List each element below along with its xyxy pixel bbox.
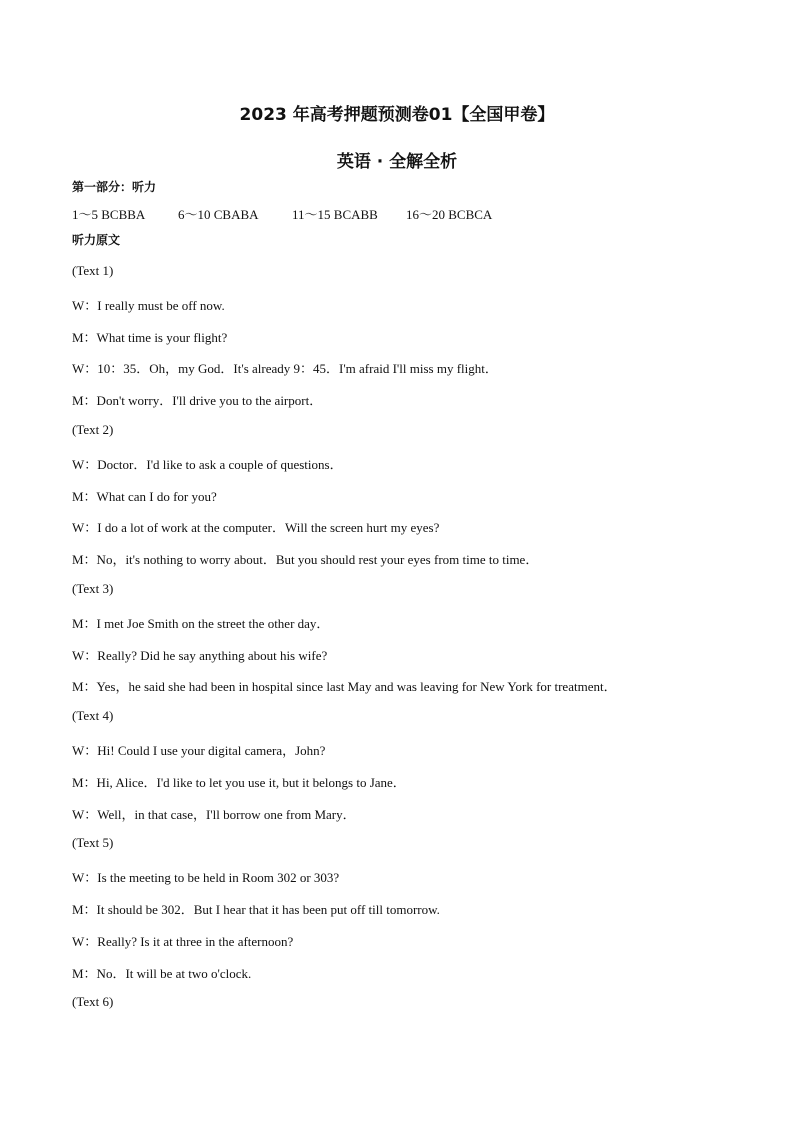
document-subtitle: 英语 · 全解全析 [336, 152, 458, 172]
transcript-line: M：What can I do for you? [72, 489, 217, 504]
transcript-line: W：Really? Is it at three in the afternoon? [72, 934, 294, 949]
transcript-line: W：Hi! Could I use your digital camera，John? [72, 743, 326, 758]
transcript-line: M：Yes，he said she had been in hospital since last May and was leaving for New York for treatment． [72, 679, 617, 694]
transcript-line: W：I really must be off now. [72, 298, 225, 313]
transcript-line: W：10：35．Oh，my God．It's already 9：45．I'm afraid I'll miss my flight． [72, 361, 498, 376]
transcript-line: W：Is the meeting to be held in Room 302 or 303? [72, 870, 340, 885]
answer-group: 16～20 BCBCA [406, 207, 493, 222]
transcript-line: M：I met Joe Smith on the street the other day． [72, 616, 330, 631]
answer-group: 1～5 BCBBA [72, 207, 146, 222]
transcript-label: 听力原文 [72, 233, 121, 247]
answer-key [72, 204, 492, 223]
transcript-line: M：It should be 302．But I hear that it has been put off till tomorrow. [72, 902, 440, 917]
transcript-line: (Text 5) [72, 835, 114, 850]
transcript-line: (Text 2) [72, 422, 114, 437]
document-title: 2023 年高考押题预测卷01【全国甲卷】 [239, 105, 555, 125]
part-label: 第一部分：听力 [72, 180, 157, 194]
transcript-line: W：I do a lot of work at the computer．Will the screen hurt my eyes? [72, 520, 440, 535]
transcript-line: M：No．It will be at two o'clock. [72, 966, 252, 981]
answer-group: 11～15 BCABB [292, 207, 378, 222]
transcript-line: M：No，it's nothing to worry about．But you should rest your eyes from time to time． [72, 552, 539, 567]
transcript-line: (Text 3) [72, 581, 114, 596]
transcript-line: (Text 6) [72, 994, 114, 1009]
transcript-line: W：Doctor．I'd like to ask a couple of questions． [72, 457, 343, 472]
transcript-line: M：What time is your flight? [72, 330, 228, 345]
transcript-line: (Text 1) [72, 263, 114, 278]
transcript-line: M：Hi, Alice．I'd like to let you use it, but it belongs to Jane． [72, 775, 406, 790]
transcript-line: (Text 4) [72, 708, 114, 723]
transcript-line: M：Don't worry．I'll drive you to the airport． [72, 393, 323, 408]
transcript-line: W：Well，in that case，I'll borrow one from Mary． [72, 807, 356, 822]
answer-group: 6～10 CBABA [178, 207, 259, 222]
transcript-line: W：Really? Did he say anything about his wife? [72, 648, 328, 663]
